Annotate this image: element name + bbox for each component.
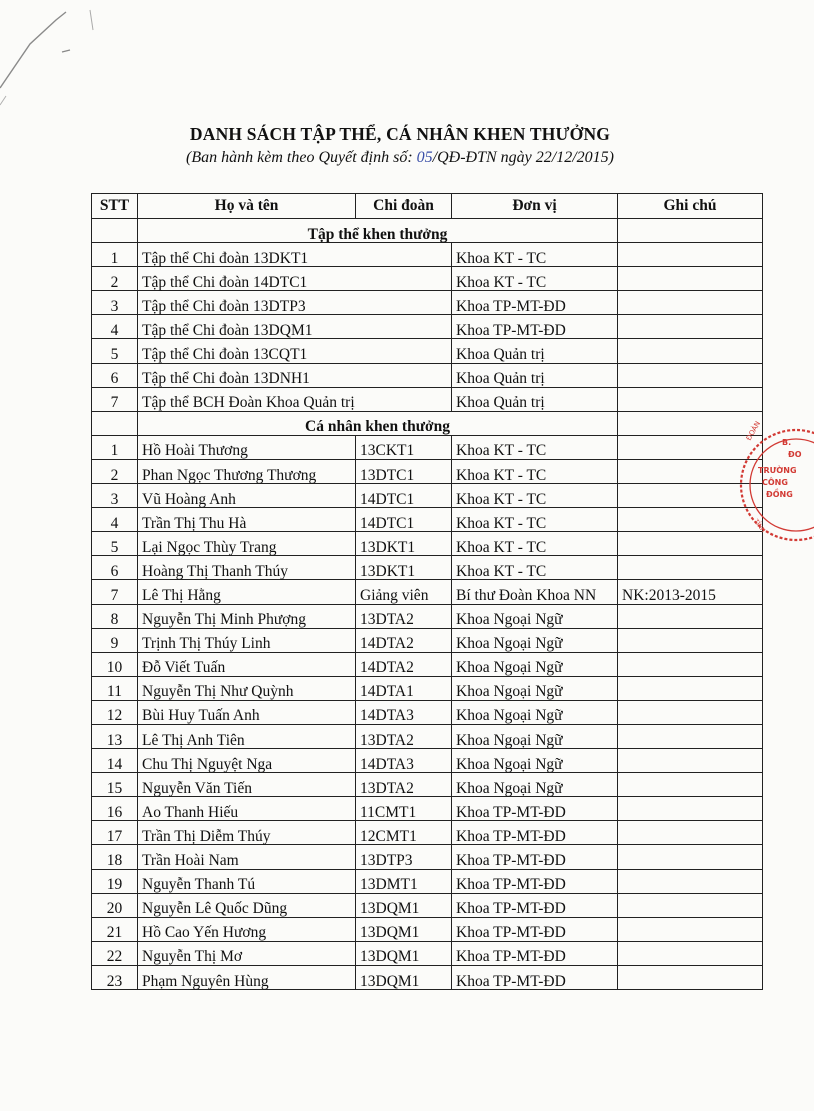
stt-cell: 2 <box>92 459 138 483</box>
unit-cell: Khoa TP-MT-ĐD <box>452 917 618 941</box>
name-cell: Nguyễn Văn Tiến <box>138 773 356 797</box>
table-row-individual <box>92 604 763 628</box>
unit-cell: Khoa Ngoại Ngữ <box>452 773 618 797</box>
document-title: DANH SÁCH TẬP THỂ, CÁ NHÂN KHEN THƯỞNG <box>189 124 611 144</box>
name-cell: Chu Thị Nguyệt Nga <box>138 749 356 773</box>
stt-cell: 4 <box>92 508 138 532</box>
name-cell: Hồ Cao Yến Hương <box>138 917 356 941</box>
name-cell: Nguyễn Thị Như Quỳnh <box>138 676 356 700</box>
subtitle-prefix: (Ban hành kèm theo Quyết định số: <box>186 149 417 166</box>
branch-cell: 13DTP3 <box>356 845 452 869</box>
note-cell <box>618 724 763 748</box>
unit-cell: Khoa Ngoại Ngữ <box>452 652 618 676</box>
stt-cell: 17 <box>92 821 138 845</box>
svg-text:ĐOÀN: ĐOÀN <box>744 419 763 442</box>
table-row-individual <box>92 652 763 676</box>
unit-cell: Bí thư Đoàn Khoa NN <box>452 580 618 604</box>
document-subtitle <box>0 149 800 167</box>
stt-cell: 15 <box>92 773 138 797</box>
note-cell <box>618 604 763 628</box>
table-row-collective <box>92 291 763 315</box>
name-cell: Trần Thị Thu Hà <box>138 508 356 532</box>
unit-cell: Khoa KT - TC <box>452 243 618 267</box>
column-header-stt: STT <box>92 194 138 219</box>
name-cell: Nguyễn Thị Mơ <box>138 941 356 965</box>
stt-cell: 3 <box>92 291 138 315</box>
table-row-collective <box>92 339 763 363</box>
stt-cell: 22 <box>92 941 138 965</box>
name-cell: Bùi Huy Tuấn Anh <box>138 700 356 724</box>
name-cell: Nguyễn Thị Minh Phượng <box>138 604 356 628</box>
section-spacer <box>618 219 763 243</box>
unit-cell: Khoa Ngoại Ngữ <box>452 700 618 724</box>
branch-cell: 11CMT1 <box>356 797 452 821</box>
branch-cell: Giảng viên <box>356 580 452 604</box>
unit-cell: Khoa TP-MT-ĐD <box>452 291 618 315</box>
name-cell: Trần Thị Diễm Thúy <box>138 821 356 845</box>
note-cell <box>618 749 763 773</box>
name-cell: Tập thể Chi đoàn 13DQM1 <box>138 315 452 339</box>
note-cell <box>618 339 763 363</box>
note-cell <box>618 676 763 700</box>
note-cell <box>618 291 763 315</box>
stt-cell: 10 <box>92 652 138 676</box>
name-cell: Đỗ Viết Tuấn <box>138 652 356 676</box>
table-row-individual <box>92 869 763 893</box>
section-spacer <box>92 219 138 243</box>
unit-cell: Khoa TP-MT-ĐD <box>452 845 618 869</box>
section-row-collective <box>92 219 763 243</box>
branch-cell: 13DQM1 <box>356 965 452 989</box>
section-title-collective: Tập thể khen thưởng <box>138 219 618 243</box>
branch-cell: 13DKT1 <box>356 556 452 580</box>
note-cell <box>618 797 763 821</box>
note-cell <box>618 869 763 893</box>
table-row-collective <box>92 315 763 339</box>
section-row-individual <box>92 411 763 435</box>
table-body <box>92 219 763 990</box>
unit-cell: Khoa Ngoại Ngữ <box>452 676 618 700</box>
unit-cell: Khoa KT - TC <box>452 267 618 291</box>
branch-cell: 13CKT1 <box>356 435 452 459</box>
note-cell <box>618 628 763 652</box>
branch-cell: 14DTA2 <box>356 628 452 652</box>
table-row-individual <box>92 773 763 797</box>
stt-cell: 1 <box>92 243 138 267</box>
name-cell: Nguyễn Lê Quốc Dũng <box>138 893 356 917</box>
branch-cell: 13DTA2 <box>356 724 452 748</box>
unit-cell: Khoa TP-MT-ĐD <box>452 941 618 965</box>
stt-cell: 19 <box>92 869 138 893</box>
name-cell: Nguyễn Thanh Tú <box>138 869 356 893</box>
decision-number: 05 <box>416 149 433 166</box>
stt-cell: 7 <box>92 580 138 604</box>
stt-cell: 8 <box>92 604 138 628</box>
unit-cell: Khoa KT - TC <box>452 459 618 483</box>
branch-cell: 14DTA3 <box>356 749 452 773</box>
name-cell: Tập thể BCH Đoàn Khoa Quản trị <box>138 387 452 411</box>
name-cell: Trần Hoài Nam <box>138 845 356 869</box>
table-row-individual <box>92 459 763 483</box>
name-cell: Tập thể Chi đoàn 13DKT1 <box>138 243 452 267</box>
subtitle-suffix: /QĐ-ĐTN ngày 22/12/2015) <box>432 149 614 166</box>
scan-corner-mark <box>0 0 95 110</box>
table-row-individual <box>92 580 763 604</box>
table-row-individual <box>92 845 763 869</box>
stt-cell: 4 <box>92 315 138 339</box>
name-cell: Tập thể Chi đoàn 13DTP3 <box>138 291 452 315</box>
branch-cell: 14DTC1 <box>356 508 452 532</box>
unit-cell: Khoa Quản trị <box>452 387 618 411</box>
unit-cell: Khoa TP-MT-ĐD <box>452 315 618 339</box>
unit-cell: Khoa Ngoại Ngữ <box>452 749 618 773</box>
table-row-collective <box>92 267 763 291</box>
name-cell: Lê Thị Hằng <box>138 580 356 604</box>
note-cell <box>618 387 763 411</box>
table-row-individual <box>92 435 763 459</box>
stt-cell: 11 <box>92 676 138 700</box>
table-row-individual <box>92 508 763 532</box>
reward-table <box>91 193 763 990</box>
column-header-note: Ghi chú <box>618 194 763 219</box>
stt-cell: 7 <box>92 387 138 411</box>
unit-cell: Khoa Quản trị <box>452 339 618 363</box>
svg-text:CÔNG: CÔNG <box>762 478 788 487</box>
branch-cell: 13DMT1 <box>356 869 452 893</box>
unit-cell: Khoa KT - TC <box>452 435 618 459</box>
name-cell: Hồ Hoài Thương <box>138 435 356 459</box>
stt-cell: 5 <box>92 339 138 363</box>
stt-cell: 3 <box>92 484 138 508</box>
table-row-individual <box>92 965 763 989</box>
note-cell <box>618 941 763 965</box>
unit-cell: Khoa KT - TC <box>452 532 618 556</box>
branch-cell: 13DQM1 <box>356 941 452 965</box>
column-header-unit: Đơn vị <box>452 194 618 219</box>
name-cell: Vũ Hoàng Anh <box>138 484 356 508</box>
name-cell: Phan Ngọc Thương Thương <box>138 459 356 483</box>
stt-cell: 18 <box>92 845 138 869</box>
table-row-individual <box>92 893 763 917</box>
stt-cell: 6 <box>92 363 138 387</box>
name-cell: Ao Thanh Hiếu <box>138 797 356 821</box>
column-header-branch: Chi đoàn <box>356 194 452 219</box>
table-row-individual <box>92 532 763 556</box>
name-cell: Lại Ngọc Thùy Trang <box>138 532 356 556</box>
unit-cell: Khoa TP-MT-ĐD <box>452 869 618 893</box>
branch-cell: 13DQM1 <box>356 893 452 917</box>
note-cell <box>618 893 763 917</box>
name-cell: Phạm Nguyên Hùng <box>138 965 356 989</box>
table-header-row <box>92 194 763 219</box>
table-row-collective <box>92 243 763 267</box>
note-cell <box>618 773 763 797</box>
unit-cell: Khoa TP-MT-ĐD <box>452 797 618 821</box>
note-cell <box>618 845 763 869</box>
table-row-individual <box>92 700 763 724</box>
table-row-individual <box>92 917 763 941</box>
table-row-collective <box>92 363 763 387</box>
unit-cell: Khoa TP-MT-ĐD <box>452 893 618 917</box>
note-cell <box>618 700 763 724</box>
stt-cell: 1 <box>92 435 138 459</box>
note-cell <box>618 965 763 989</box>
red-seal-stamp <box>736 419 814 545</box>
note-cell <box>618 363 763 387</box>
unit-cell: Khoa TP-MT-ĐD <box>452 821 618 845</box>
svg-text:ĐỒNG: ĐỒNG <box>766 490 793 499</box>
stt-cell: 16 <box>92 797 138 821</box>
table-row-individual <box>92 676 763 700</box>
branch-cell: 12CMT1 <box>356 821 452 845</box>
unit-cell: Khoa Ngoại Ngữ <box>452 724 618 748</box>
svg-text:B.: B. <box>782 438 792 447</box>
branch-cell: 14DTA1 <box>356 676 452 700</box>
section-spacer <box>92 411 138 435</box>
unit-cell: Khoa KT - TC <box>452 484 618 508</box>
branch-cell: 13DKT1 <box>356 532 452 556</box>
svg-text:TỈNH: TỈNH <box>752 518 767 534</box>
branch-cell: 13DTC1 <box>356 459 452 483</box>
note-cell <box>618 315 763 339</box>
note-cell <box>618 267 763 291</box>
stt-cell: 9 <box>92 628 138 652</box>
stt-cell: 5 <box>92 532 138 556</box>
stt-cell: 14 <box>92 749 138 773</box>
table-row-individual <box>92 749 763 773</box>
name-cell: Tập thể Chi đoàn 13DNH1 <box>138 363 452 387</box>
column-header-name: Họ và tên <box>138 194 356 219</box>
note-cell <box>618 917 763 941</box>
branch-cell: 13DQM1 <box>356 917 452 941</box>
note-cell <box>618 652 763 676</box>
name-cell: Hoàng Thị Thanh Thúy <box>138 556 356 580</box>
table-row-individual <box>92 941 763 965</box>
note-cell <box>618 243 763 267</box>
stt-cell: 20 <box>92 893 138 917</box>
table-row-individual <box>92 556 763 580</box>
branch-cell: 14DTA2 <box>356 652 452 676</box>
svg-text:TRƯỜNG: TRƯỜNG <box>758 466 797 475</box>
branch-cell: 14DTA3 <box>356 700 452 724</box>
unit-cell: Khoa TP-MT-ĐD <box>452 965 618 989</box>
branch-cell: 13DTA2 <box>356 773 452 797</box>
unit-cell: Khoa Ngoại Ngữ <box>452 628 618 652</box>
stt-cell: 2 <box>92 267 138 291</box>
stt-cell: 12 <box>92 700 138 724</box>
table-row-collective <box>92 387 763 411</box>
stt-cell: 13 <box>92 724 138 748</box>
name-cell: Trịnh Thị Thúy Linh <box>138 628 356 652</box>
table-row-individual <box>92 628 763 652</box>
note-cell <box>618 821 763 845</box>
unit-cell: Khoa KT - TC <box>452 508 618 532</box>
name-cell: Tập thể Chi đoàn 13CQT1 <box>138 339 452 363</box>
note-cell <box>618 556 763 580</box>
table-row-individual <box>92 484 763 508</box>
table-row-individual <box>92 797 763 821</box>
stt-cell: 23 <box>92 965 138 989</box>
section-title-individual: Cá nhân khen thưởng <box>138 411 618 435</box>
stt-cell: 21 <box>92 917 138 941</box>
branch-cell: 14DTC1 <box>356 484 452 508</box>
unit-cell: Khoa KT - TC <box>452 556 618 580</box>
table-row-individual <box>92 724 763 748</box>
name-cell: Lê Thị Anh Tiên <box>138 724 356 748</box>
note-cell: NK:2013-2015 <box>618 580 763 604</box>
stt-cell: 6 <box>92 556 138 580</box>
unit-cell: Khoa Ngoại Ngữ <box>452 604 618 628</box>
name-cell: Tập thể Chi đoàn 14DTC1 <box>138 267 452 291</box>
svg-text:ĐO: ĐO <box>788 450 802 459</box>
branch-cell: 13DTA2 <box>356 604 452 628</box>
table-row-individual <box>92 821 763 845</box>
unit-cell: Khoa Quản trị <box>452 363 618 387</box>
